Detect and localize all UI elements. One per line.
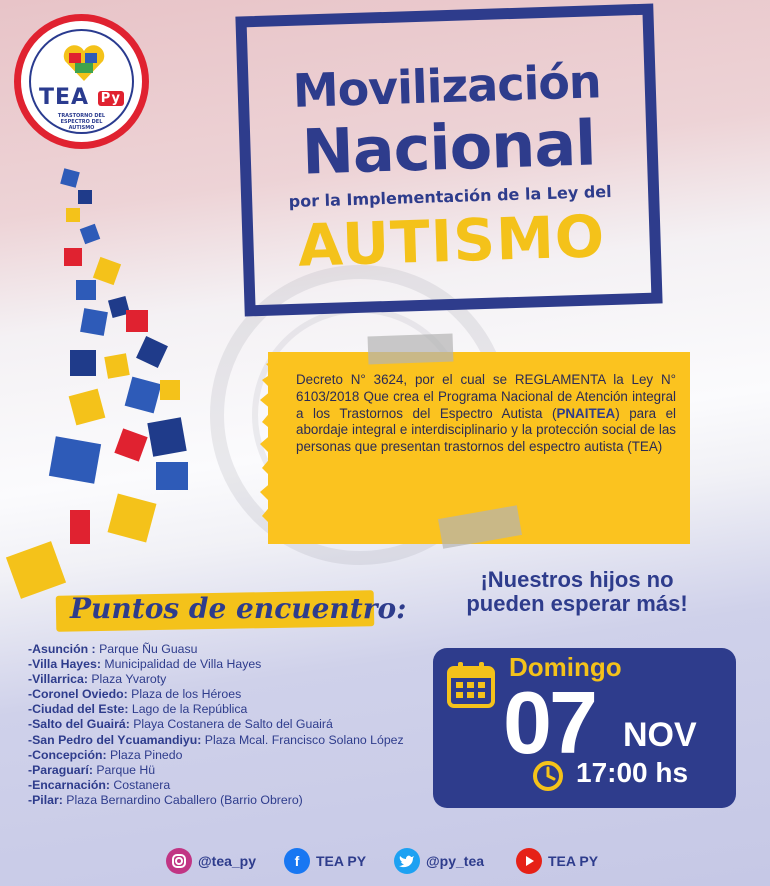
event-time: 17:00 hs bbox=[576, 757, 689, 788]
tea-py-logo bbox=[14, 14, 149, 149]
youtube-icon bbox=[516, 848, 542, 874]
list-item: -Salto del Guairá: Playa Costanera de Salto del Guairá bbox=[28, 717, 333, 732]
event-month: NOV bbox=[623, 716, 697, 754]
event-day: 07 bbox=[503, 673, 595, 772]
logo-subtitle: TRASTORNO DEL ESPECTRO DEL AUTISMO bbox=[57, 113, 106, 131]
title-line4: AUTISMO bbox=[296, 202, 607, 280]
title-line3: por la Implementación de la Ley del bbox=[288, 181, 612, 212]
social-instagram[interactable] bbox=[166, 846, 256, 876]
puzzle-heart-icon bbox=[61, 43, 107, 83]
list-item: -San Pedro del Ycuamandiyu: Plaza Mcal. Francisco Solano López bbox=[28, 732, 404, 747]
clock-icon bbox=[532, 760, 564, 792]
list-item: -Pilar: Plaza Bernardino Caballero (Barrio Obrero) bbox=[28, 792, 303, 807]
event-weekday: Domingo bbox=[509, 652, 622, 682]
list-item: -Villa Hayes: Municipalidad de Villa Hayes bbox=[28, 657, 262, 672]
list-item: -Ciudad del Este: Lago de la República bbox=[28, 702, 248, 717]
list-item: -Paraguarí: Parque Hü bbox=[28, 762, 156, 777]
youtube-handle: TEA PY bbox=[548, 853, 599, 869]
slogan-line1: ¡Nuestros hijos no bbox=[480, 567, 674, 592]
logo-name: TEA Py bbox=[21, 85, 142, 110]
twitter-handle: @py_tea bbox=[426, 853, 485, 869]
title-line1: Movilización bbox=[291, 54, 602, 118]
list-item: -Encarnación: Costanera bbox=[28, 777, 171, 792]
list-item: -Concepción: Plaza Pinedo bbox=[28, 747, 183, 762]
puzzle-pieces-decoration bbox=[0, 150, 220, 610]
instagram-icon bbox=[166, 848, 192, 874]
places-list bbox=[28, 642, 408, 808]
facebook-icon: f bbox=[284, 848, 310, 874]
list-item: -Asunción : Parque Ñu Guasu bbox=[28, 642, 198, 656]
slogan-line2: pueden esperar más! bbox=[466, 591, 688, 616]
instagram-handle: @tea_py bbox=[198, 853, 257, 869]
slogan bbox=[412, 568, 742, 616]
twitter-icon bbox=[394, 848, 420, 874]
social-youtube[interactable] bbox=[516, 846, 598, 876]
social-facebook[interactable] bbox=[284, 846, 366, 876]
puntos-title: Puntos de encuentro: bbox=[70, 592, 407, 625]
social-twitter[interactable] bbox=[394, 846, 484, 876]
tape-top bbox=[368, 334, 454, 365]
decree-text: Decreto N° 3624, por el cual se REGLAMENTA la Ley N° 6103/2018 Que crea el Programa Nacional de Atención integral a los Trastornos del Espectro Autista (PNAITEA) para el abordaje integral e interdisciplinario y la protección social de las personas que presentan trastornos del espectro autista (TEA) bbox=[296, 372, 677, 455]
list-item: -Villarrica: Plaza Yvaroty bbox=[28, 672, 167, 687]
facebook-handle: TEA PY bbox=[316, 853, 367, 869]
torn-edge bbox=[256, 358, 280, 538]
puzzle-piece-icon bbox=[6, 168, 188, 599]
decree-highlight: PNAITEA bbox=[556, 405, 616, 421]
calendar-icon bbox=[446, 660, 496, 710]
title-line2: Nacional bbox=[300, 106, 597, 189]
list-item: -Coronel Oviedo: Plaza de los Héroes bbox=[28, 687, 242, 702]
title-frame bbox=[235, 4, 662, 317]
